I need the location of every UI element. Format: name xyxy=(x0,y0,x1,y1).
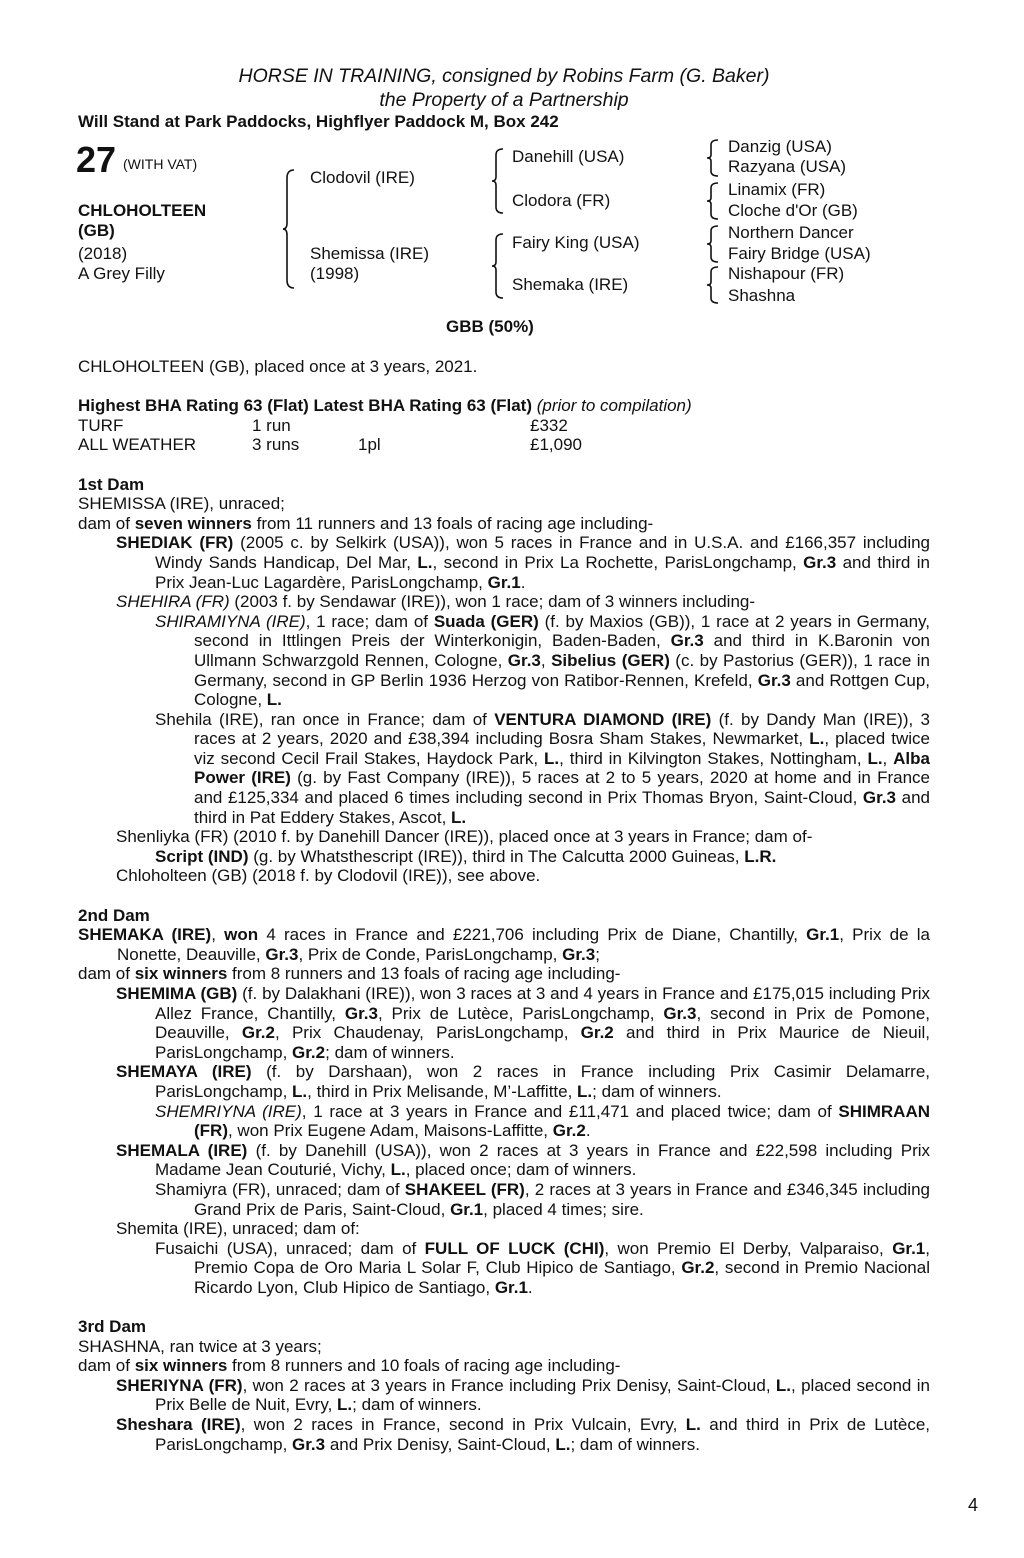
entry-text: , placed second in Prix Belle de Nuit, Evry, xyxy=(155,1375,930,1415)
rating-note: (prior to compilation) xyxy=(536,396,692,416)
pedigree-dam-sire: Fairy King (USA) xyxy=(512,233,640,252)
entry-text: (f. by Danehill (USA)), won 2 races at 3 years in France and £22,598 including Prix Madame Jean Couturié, Vichy, xyxy=(155,1140,931,1180)
pedigree-entry xyxy=(78,1062,930,1101)
bold-text: Sibelius (GER) xyxy=(551,650,670,670)
entry-text: dam of xyxy=(78,513,135,533)
entry-text: dam of xyxy=(78,1356,135,1376)
pedigree-entry xyxy=(78,1239,930,1298)
bold-text: Gr.2 xyxy=(681,1258,715,1278)
bold-text: SHEMAYA (IRE) xyxy=(116,1062,252,1082)
pedigree-brace-icon xyxy=(491,232,505,300)
bold-text: SHEMAKA (IRE) xyxy=(78,925,212,945)
bold-text: VENTURA DIAMOND (IRE) xyxy=(494,709,712,729)
entry-text: , Prix Chaudenay, ParisLongchamp, xyxy=(274,1023,581,1043)
bold-text: Gr.3 xyxy=(265,944,299,964)
bold-text: Gr.3 xyxy=(670,631,704,651)
bold-text: Suada (GER) xyxy=(433,611,539,631)
entry-text: Chloholteen (GB) (2018 f. by Clodovil (IRE)), see above. xyxy=(116,866,541,886)
entry-text: , second in Prix de Pomone, Deauville, xyxy=(155,1003,930,1043)
entry-text: SHASHNA, ran twice at 3 years; xyxy=(78,1336,322,1356)
entry-text: ; dam of winners. xyxy=(325,1042,455,1062)
pedigree-ggd-1: Razyana (USA) xyxy=(728,157,847,176)
entry-text: ; dam of winners. xyxy=(592,1081,722,1101)
entry-text: , second in Prix La Rochette, ParisLongchamp, xyxy=(432,552,804,572)
entry-text: . xyxy=(585,1121,591,1141)
stats-row-turf xyxy=(78,416,930,436)
entry-text: 4 races in France and £221,706 including Prix de Diane, Chantilly, xyxy=(258,925,807,945)
entry-text: from 11 runners and 13 foals of racing age including- xyxy=(251,513,654,533)
bold-text: Gr.2 xyxy=(580,1023,614,1043)
horse-name: CHLOHOLTEEN xyxy=(78,201,207,220)
vat-note: (WITH VAT) xyxy=(123,156,198,172)
italic-text: SHEMRIYNA (IRE) xyxy=(155,1101,302,1121)
pedigree-dam-year: (1998) xyxy=(310,264,360,283)
pedigree-entry xyxy=(78,494,930,514)
stat-earnings: £1,090 xyxy=(530,435,582,455)
bha-rating: Highest BHA Rating 63 (Flat) Latest BHA Rating 63 (Flat) xyxy=(78,396,532,416)
stat-placed: 1pl xyxy=(358,435,381,455)
race-summary: CHLOHOLTEEN (GB), placed once at 3 years, 2021. xyxy=(78,357,478,376)
bold-text: L. xyxy=(292,1081,308,1101)
entry-text: , Prix de Lutèce, ParisLongchamp, xyxy=(377,1003,664,1023)
entry-text: from 8 runners and 13 foals of racing age including- xyxy=(227,964,621,984)
pedigree-ggs-2: Linamix (FR) xyxy=(728,180,826,199)
bold-text: L. xyxy=(417,552,433,572)
bold-text: Gr.2 xyxy=(552,1121,586,1141)
entry-text: and Prix Denisy, Saint-Cloud, xyxy=(325,1434,556,1454)
bold-text: SHEMIMA (GB) xyxy=(116,984,238,1003)
entry-text: , placed twice viz second Cecil Frail Stakes, Haydock Park, xyxy=(194,729,931,768)
entry-text: and Rottgen Cup, Cologne, xyxy=(194,670,930,710)
entry-text: , third in Kilvington Stakes, Nottingham, xyxy=(559,748,868,768)
entry-text: . xyxy=(527,1277,533,1297)
entry-text: , Prix de Conde, ParisLongchamp, xyxy=(298,944,563,964)
pedigree-brace-icon xyxy=(706,138,720,178)
bold-text: Gr.3 xyxy=(862,788,897,808)
entry-text: , xyxy=(882,748,894,768)
bold-text: Script (IND) xyxy=(155,846,249,866)
entry-text: (f. by Darshaan), won 2 races in France including Prix Casimir Delamarre, ParisLongchamp, xyxy=(155,1062,930,1101)
entry-text: and third in K.Baronin von Ullmann Schwarzgold Rennen, Cologne, xyxy=(194,631,930,670)
pedigree-entry xyxy=(78,1376,930,1415)
bold-text: SHEDIAK (FR) xyxy=(116,533,234,553)
entry-text: ; dam of winners. xyxy=(352,1395,482,1415)
bold-text: L.R. xyxy=(744,846,777,866)
entry-text: , Prix de la Nonette, Deauville, xyxy=(117,925,930,964)
pedigree-entry xyxy=(78,514,930,534)
entry-text: SHEMISSA (IRE), unraced; xyxy=(78,494,285,514)
horse-year: (2018) xyxy=(78,244,128,263)
entry-text: , 1 race; dam of xyxy=(305,611,434,631)
pedigree-ggd-4: Shashna xyxy=(728,286,796,305)
bold-text: L. xyxy=(685,1415,701,1435)
pedigree-brace-icon xyxy=(706,265,720,305)
bold-text: seven winners xyxy=(134,513,252,533)
entry-text: , third in Prix Melisande, M’-Laffitte, xyxy=(307,1081,578,1101)
bold-text: L. xyxy=(775,1375,792,1395)
pedigree-brace-icon xyxy=(706,224,720,264)
pedigree-entry xyxy=(78,827,930,847)
pedigree-entry xyxy=(78,866,930,886)
entry-text: (2003 f. by Sendawar (IRE)), won 1 race; dam of 3 winners including- xyxy=(229,592,756,612)
pedigree-dam-dam: Shemaka (IRE) xyxy=(512,275,629,294)
pedigree-ggd-2: Cloche d'Or (GB) xyxy=(728,201,858,220)
entry-text: (c. by Pastorius (GER)), 1 race in Germany, second in GP Berlin 1936 Herzog von Ratibor-Rennen, Krefeld, xyxy=(194,650,930,690)
bold-text: L. xyxy=(266,690,282,710)
page-number: 4 xyxy=(968,1495,979,1515)
bold-text: won xyxy=(224,925,259,945)
bold-text: Sheshara (IRE) xyxy=(116,1415,241,1435)
pedigree-entry xyxy=(78,1337,930,1357)
section-heading: 3rd Dam xyxy=(78,1317,147,1337)
stat-runs: 1 run xyxy=(252,415,291,435)
entry-text: from 8 runners and 10 foals of racing age including- xyxy=(227,1356,621,1376)
pedigree-entry xyxy=(78,710,930,828)
bold-text: SHEMALA (IRE) xyxy=(116,1140,248,1160)
entry-text: , xyxy=(211,925,225,945)
bold-text: L. xyxy=(809,729,825,749)
bold-text: L. xyxy=(577,1081,593,1101)
italic-text: SHEHIRA (FR) xyxy=(116,592,230,612)
pedigree-brace-icon xyxy=(491,147,505,215)
pedigree-ggs-4: Nishapour (FR) xyxy=(728,264,845,283)
entry-text: and third in Prix Maurice de Nieuil, ParisLongchamp, xyxy=(155,1023,930,1062)
entry-text: , placed 4 times; sire. xyxy=(483,1199,644,1219)
pedigree-entry xyxy=(78,847,930,867)
entry-text: (2005 c. by Selkirk (USA)), won 5 races in France and in U.S.A. and £166,357 including Windy Sands Handicap, Del Mar, xyxy=(155,533,931,572)
bold-text: Gr.1 xyxy=(487,572,521,592)
pedigree-entry xyxy=(78,612,930,710)
bold-text: L. xyxy=(544,748,560,768)
entry-text: Shehila (IRE), ran once in France; dam of xyxy=(155,709,495,729)
pedigree-entry xyxy=(78,533,930,592)
entry-text: . xyxy=(520,572,526,592)
pedigree-dam: Shemissa (IRE) xyxy=(310,244,430,263)
bold-text: Alba Power (IRE) xyxy=(194,748,930,788)
bold-text: Gr.3 xyxy=(757,670,791,690)
bold-text: FULL OF LUCK (CHI) xyxy=(424,1238,605,1258)
horse-description: A Grey Filly xyxy=(78,264,165,283)
entry-text: , won 2 races in France, second in Prix Vulcain, Evry, xyxy=(240,1415,686,1435)
entry-text: , 2 races at 3 years in France and £346,345 including Grand Prix de Paris, Saint-Cloud, xyxy=(194,1179,930,1219)
lot-number: 27 xyxy=(76,139,117,180)
owner-line: the Property of a Partnership xyxy=(379,89,629,111)
pedigree-entry xyxy=(78,1102,930,1141)
pedigree-entry xyxy=(78,964,930,984)
bold-text: six winners xyxy=(134,964,228,984)
bold-text: Gr.2 xyxy=(292,1042,326,1062)
stats-row-all-weather xyxy=(78,435,930,455)
entry-text: (f. by Maxios (GB)), 1 race at 2 years in Germany, second in Ittlingen Preis der Winterkonigin, Baden-Baden, xyxy=(194,611,931,651)
stand-location: Will Stand at Park Paddocks, Highflyer Paddock M, Box 242 xyxy=(78,112,559,131)
entry-text: ; dam of winners. xyxy=(570,1434,700,1454)
bold-text: L. xyxy=(451,807,467,827)
bold-text: Gr.3 xyxy=(344,1003,378,1023)
stat-surface: ALL WEATHER xyxy=(78,435,197,455)
pedigree-entry xyxy=(78,1219,930,1239)
gbb-rating: GBB (50%) xyxy=(446,317,534,336)
entry-text: , placed once; dam of winners. xyxy=(405,1160,637,1180)
entry-text: Shamiyra (FR), unraced; dam of xyxy=(155,1179,405,1199)
bold-text: Gr.3 xyxy=(663,1003,697,1023)
bold-text: Gr.1 xyxy=(494,1277,528,1297)
pedigree-sire-sire: Danehill (USA) xyxy=(512,147,625,166)
pedigree-ggs-3: Northern Dancer xyxy=(728,223,854,242)
entry-text: ; xyxy=(595,944,600,964)
section-heading: 2nd Dam xyxy=(78,905,150,925)
pedigree-entry xyxy=(78,1356,930,1376)
pedigree-ggd-3: Fairy Bridge (USA) xyxy=(728,244,871,263)
pedigree-brace-icon xyxy=(282,168,296,290)
stat-runs: 3 runs xyxy=(252,435,300,455)
pedigree-sire-dam: Clodora (FR) xyxy=(512,191,611,210)
entry-text: Shenliyka (FR) (2010 f. by Danehill Dancer (IRE)), placed once at 3 years in France; dam of- xyxy=(116,827,813,847)
bold-text: Gr.1 xyxy=(892,1238,926,1258)
entry-text: Fusaichi (USA), unraced; dam of xyxy=(155,1238,425,1258)
entry-text: , second in Premio Nacional Ricardo Lyon, Club Hipico de Santiago, xyxy=(194,1258,930,1297)
entry-text: and third in Prix Jean-Luc Lagardère, ParisLongchamp, xyxy=(155,552,930,592)
pedigree-entry xyxy=(78,1415,930,1454)
horse-country: (GB) xyxy=(78,221,115,240)
bold-text: Gr.3 xyxy=(507,650,541,670)
bold-text: Gr.1 xyxy=(450,1199,484,1219)
pedigree-entry xyxy=(78,925,930,964)
entry-text: (f. by Dalakhani (IRE)), won 3 races at 3 and 4 years in France and £175,015 including Prix Allez France, Chantilly, xyxy=(155,984,931,1023)
bold-text: Gr.3 xyxy=(562,944,596,964)
stat-earnings: £332 xyxy=(530,415,568,435)
bold-text: Gr.1 xyxy=(806,925,840,945)
bold-text: L. xyxy=(867,748,883,768)
bold-text: SHAKEEL (FR) xyxy=(404,1179,525,1199)
bold-text: L. xyxy=(555,1434,571,1454)
pedigree-brace-icon xyxy=(706,181,720,221)
entry-text: , won Prix Eugene Adam, Maisons-Laffitte, xyxy=(227,1121,553,1141)
bold-text: Gr.2 xyxy=(241,1023,275,1043)
entry-text: , 1 race at 3 years in France and £11,471 and placed twice; dam of xyxy=(301,1101,839,1121)
entry-text: , xyxy=(540,650,552,670)
bold-text: L. xyxy=(337,1395,353,1415)
entry-text: (g. by Fast Company (IRE)), 5 races at 2 to 5 years, 2020 at home and in France and £125,334 and placed 6 times including second in Prix Thomas Bryon, Saint-Cloud, xyxy=(194,768,930,808)
entry-text: dam of xyxy=(78,964,135,984)
italic-text: SHIRAMIYNA (IRE) xyxy=(155,611,306,631)
bold-text: Gr.3 xyxy=(292,1434,326,1454)
entry-text: and third in Pat Eddery Stakes, Ascot, xyxy=(194,788,930,827)
catalogue-heading: HORSE IN TRAINING, consigned by Robins Farm (G. Baker) xyxy=(238,65,770,87)
entry-text: and third in Prix de Lutèce, ParisLongchamp, xyxy=(155,1415,930,1454)
bold-text: SHERIYNA (FR) xyxy=(116,1375,243,1395)
entry-text: , won Premio El Derby, Valparaiso, xyxy=(604,1238,893,1258)
pedigree-ggs-1: Danzig (USA) xyxy=(728,137,832,156)
bold-text: SHIMRAAN (FR) xyxy=(194,1101,931,1141)
pedigree-entry xyxy=(78,592,930,612)
entry-text: , Premio Copa de Oro Maria L Solar F, Club Hipico de Santiago, xyxy=(194,1238,931,1278)
bold-text: L. xyxy=(390,1160,406,1180)
entry-text: , won 2 races at 3 years in France including Prix Denisy, Saint-Cloud, xyxy=(242,1375,776,1395)
section-heading: 1st Dam xyxy=(78,474,145,494)
entry-text: Shemita (IRE), unraced; dam of: xyxy=(116,1219,360,1239)
entry-text: (g. by Whatsthescript (IRE)), third in The Calcutta 2000 Guineas, xyxy=(248,846,745,866)
bold-text: six winners xyxy=(134,1356,228,1376)
pedigree-entry xyxy=(78,984,930,1062)
stat-surface: TURF xyxy=(78,415,124,435)
bold-text: Gr.3 xyxy=(803,552,837,572)
pedigree-entry xyxy=(78,1180,930,1219)
entry-text: (f. by Dandy Man (IRE)), 3 races at 2 years, 2020 and £38,394 including Bosra Sham Stakes, Newmarket, xyxy=(194,709,930,749)
catalogue-body xyxy=(78,357,930,1454)
pedigree-sire: Clodovil (IRE) xyxy=(310,168,415,187)
pedigree-entry xyxy=(78,1141,930,1180)
dam-sections xyxy=(78,455,930,1454)
